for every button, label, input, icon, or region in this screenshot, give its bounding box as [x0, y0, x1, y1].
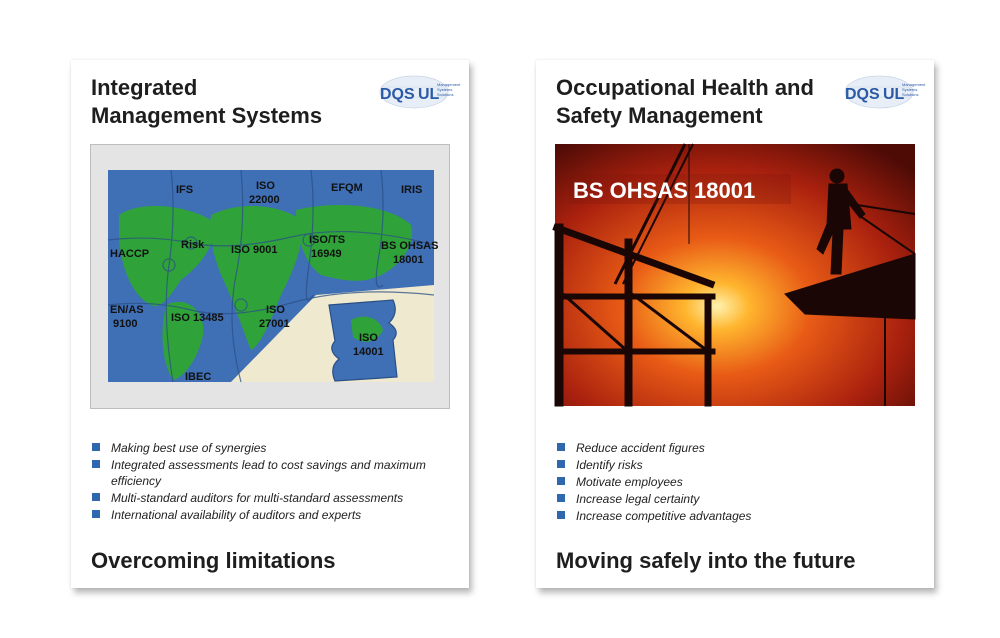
list-item — [556, 474, 896, 490]
brochure-ohsas — [536, 60, 934, 588]
label-ibec: IBEC — [185, 371, 212, 383]
list-item — [91, 507, 431, 523]
logo-left-text: DQS — [845, 86, 880, 103]
label-iso-22000-num: 22000 — [249, 194, 280, 206]
list-item-text: Integrated assessments lead to cost savings and maximum efficiency — [111, 458, 426, 488]
label-iso-14001-num: 14001 — [353, 346, 384, 358]
list-item — [91, 457, 431, 489]
page-title — [91, 74, 322, 130]
bullet-square-icon — [557, 443, 565, 451]
bullet-square-icon — [557, 477, 565, 485]
list-item — [556, 457, 896, 473]
title-line-1: Occupational Health and — [556, 75, 814, 100]
label-en-as: EN/AS — [110, 304, 144, 316]
tagline: Moving safely into the future — [556, 548, 856, 573]
logo-subtitle-3: Solutions — [902, 92, 919, 97]
label-iris: IRIS — [401, 184, 423, 196]
label-ifs: IFS — [176, 184, 194, 196]
list-item-text: Motivate employees — [576, 475, 683, 489]
logo-subtitle-1: Management — [437, 82, 461, 87]
list-item-text: Increase legal certainty — [576, 492, 700, 506]
construction-sunset-image — [555, 144, 915, 406]
bullet-square-icon — [92, 460, 100, 468]
logo-left-text: DQS — [380, 86, 415, 103]
title-line-2: Safety Management — [556, 103, 763, 128]
label-risk: Risk — [181, 239, 205, 251]
title-line-1: Integrated — [91, 75, 198, 100]
label-efqm: EFQM — [331, 182, 363, 194]
dqs-ul-logo — [376, 73, 461, 111]
logo-right-text: UL — [418, 86, 440, 103]
brochure-integrated-management — [71, 60, 469, 588]
puzzle-world-map-image — [90, 144, 450, 409]
logo-subtitle-2: Systems — [902, 87, 918, 92]
label-iso-22000: ISO — [256, 180, 275, 192]
bullet-square-icon — [92, 443, 100, 451]
list-item-text: Increase competitive advantages — [576, 509, 752, 523]
logo-subtitle-2: Systems — [437, 87, 453, 92]
logo-subtitle-1: Management — [902, 82, 926, 87]
page-title — [556, 74, 814, 130]
dqs-ul-logo — [841, 73, 926, 111]
ohsas-banner: BS OHSAS 18001 — [573, 178, 756, 203]
list-item-text: Identify risks — [576, 458, 643, 472]
list-item-text: Multi-standard auditors for multi-standard assessments — [111, 491, 404, 505]
label-bs-ohsas-num: 18001 — [393, 254, 424, 266]
label-iso-27001-num: 27001 — [259, 318, 290, 330]
list-item — [556, 508, 896, 524]
list-item — [91, 490, 431, 506]
label-iso-13485: ISO 13485 — [171, 312, 224, 324]
list-item-text: Reduce accident figures — [576, 441, 705, 455]
label-haccp: HACCP — [110, 248, 150, 260]
list-item-text: International availability of auditors and experts — [111, 508, 362, 522]
bullet-square-icon — [557, 460, 565, 468]
bullet-square-icon — [92, 510, 100, 518]
logo-right-text: UL — [883, 86, 905, 103]
benefits-list — [556, 440, 896, 525]
tagline: Overcoming limitations — [91, 548, 336, 573]
list-item — [556, 491, 896, 507]
title-line-2: Management Systems — [91, 103, 323, 128]
bullet-square-icon — [92, 493, 100, 501]
label-iso-27001: ISO — [266, 304, 285, 316]
bullet-square-icon — [557, 494, 565, 502]
label-en-as-num: 9100 — [113, 318, 138, 330]
label-iso-ts: ISO/TS — [309, 234, 346, 246]
label-iso-14001: ISO — [359, 332, 378, 344]
logo-subtitle-3: Solutions — [437, 92, 454, 97]
list-item — [556, 440, 896, 456]
list-item — [91, 440, 431, 456]
bullet-square-icon — [557, 511, 565, 519]
list-item-text: Making best use of synergies — [111, 441, 267, 455]
label-iso-ts-num: 16949 — [311, 248, 342, 260]
benefits-list — [91, 440, 431, 524]
label-iso-9001: ISO 9001 — [231, 244, 278, 256]
label-bs-ohsas: BS OHSAS — [381, 240, 439, 252]
